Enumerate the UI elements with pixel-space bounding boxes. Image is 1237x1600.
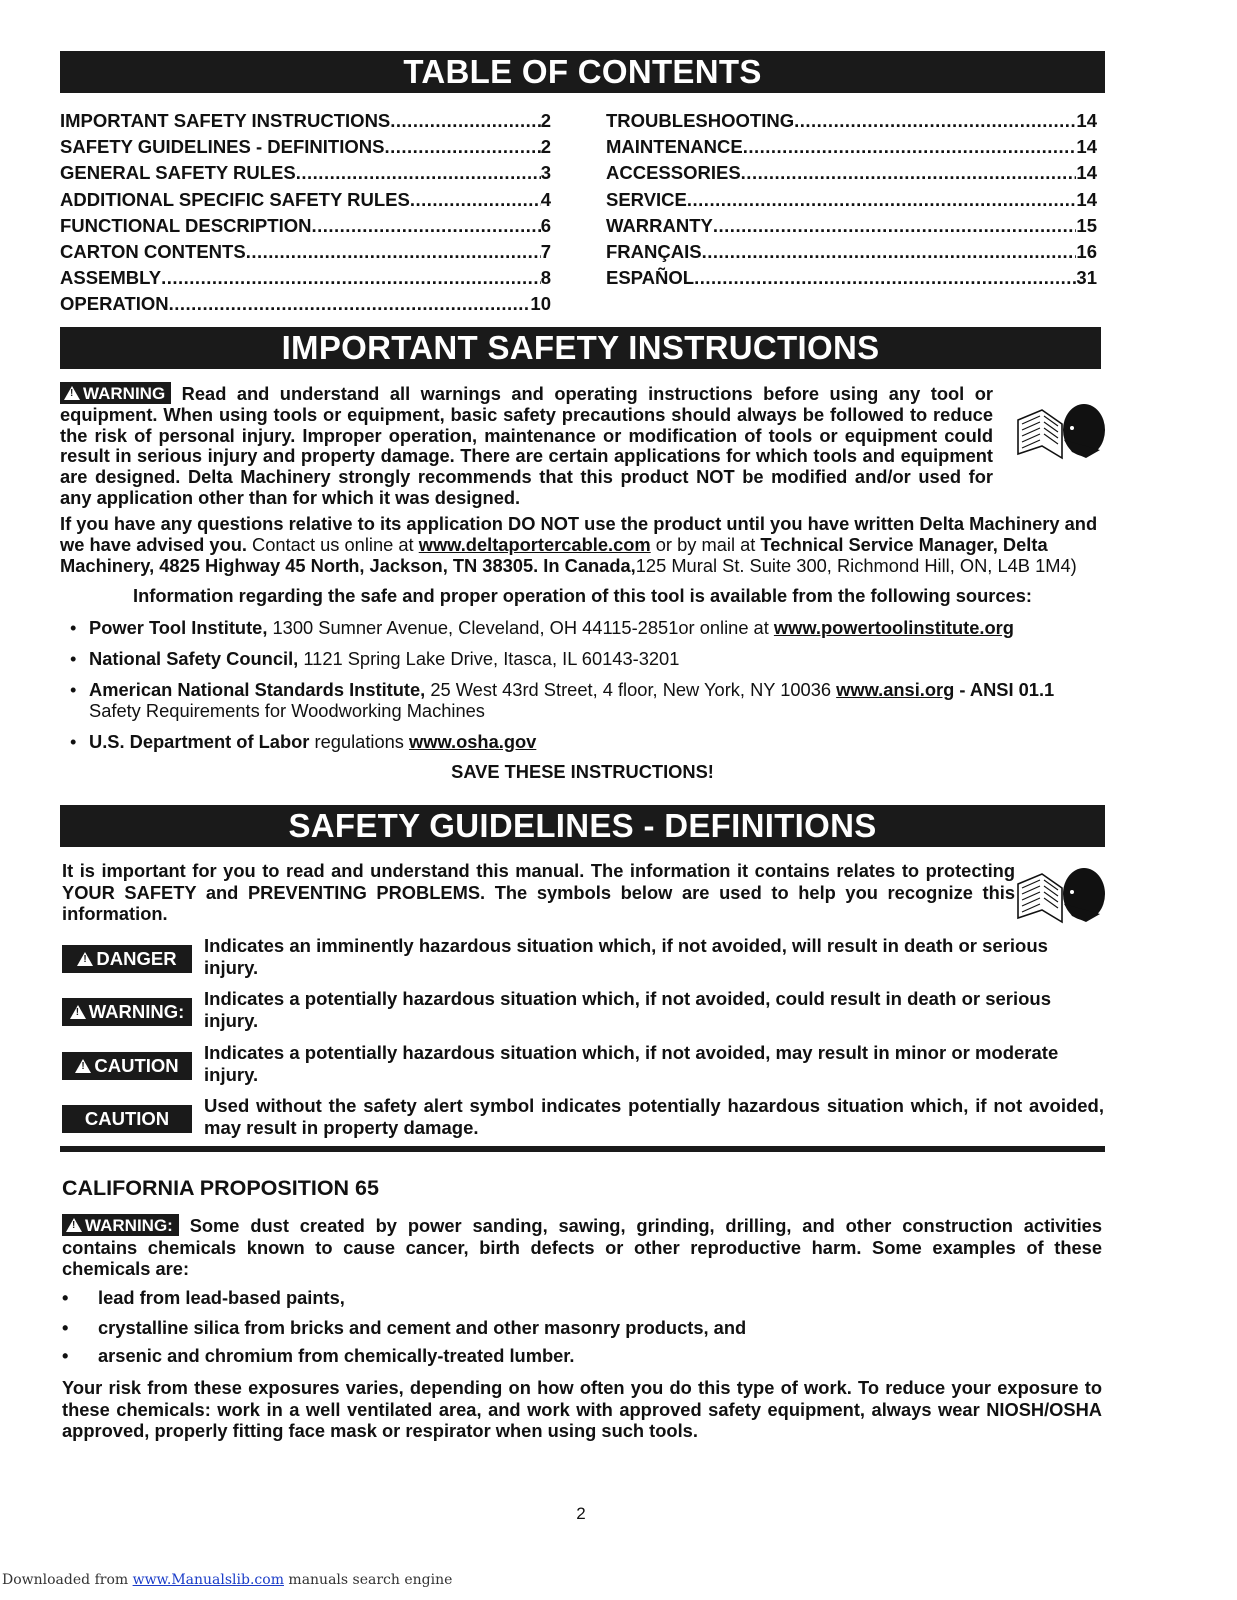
- contact-link[interactable]: www.deltaportercable.com: [418, 533, 651, 555]
- toc-entry[interactable]: FRANÇAIS ..... 16: [606, 239, 1097, 265]
- alert-triangle-icon: [66, 1218, 82, 1232]
- toc-entry[interactable]: OPERATION ..... 10: [60, 291, 551, 317]
- alert-triangle-icon: [75, 1059, 91, 1073]
- definition-caution-no-symbol: CAUTION Used without the safety alert symbol indicates potentially hazardous situation which, if not avoided, may result in property damage.: [60, 1095, 1105, 1143]
- manualslib-link[interactable]: www.Manualslib.com: [132, 1572, 284, 1588]
- warning-badge: !WARNING: [60, 382, 171, 404]
- sgd-intro: It is important for you to read and understand this manual. The information it contains relates to protecting YOUR SAFETY and PREVENTING PROBLEMS. The symbols below are used to help you recognize this information.: [62, 860, 1015, 924]
- warning-badge: !WARNING:: [62, 1214, 179, 1236]
- isi-warning-paragraph: [60, 382, 993, 509]
- alert-triangle-icon: [70, 1005, 86, 1019]
- toc-entry[interactable]: ESPAÑOL ..... 31: [606, 265, 1097, 291]
- isi-contact-paragraph: If you have any questions relative to its application DO NOT use the product until you have written Delta Machinery and we have advised you. Contact us online at www.deltaportercable.com or by mail at Technical Service Manager, Delta Machinery, 4825 Highway 45 North, Jackson, TN 38305. In Canada,125 Mural St. Suite 300, Richmond Hill, ON, L4B 1M4): [60, 513, 1098, 576]
- toc-entry[interactable]: WARRANTY ..... 15: [606, 213, 1097, 239]
- definition-caution: !CAUTION Indicates a potentially hazardous situation which, if not avoided, may result in minor or moderate injury.: [60, 1042, 1105, 1090]
- toc-title: TABLE OF CONTENTS: [403, 53, 762, 90]
- download-footer: Downloaded from www.Manualslib.com manuals search engine: [2, 1572, 453, 1588]
- alert-triangle-icon: [77, 952, 93, 966]
- caution-plain-label: CAUTION: [62, 1105, 192, 1133]
- source-link[interactable]: www.ansi.org: [836, 679, 955, 700]
- source-link[interactable]: www.powertoolinstitute.org: [773, 617, 1014, 638]
- sgd-title: SAFETY GUIDELINES - DEFINITIONS: [288, 807, 877, 844]
- read-manual-icon: [1012, 864, 1112, 928]
- save-instructions: SAVE THESE INSTRUCTIONS!: [451, 761, 714, 782]
- prop65-warning-paragraph: !WARNING: Some dust created by power sanding, sawing, grinding, drilling, and other construction activities contains chemicals known to cause cancer, birth defects or other reproductive harm. Some examples of these chemicals are:: [62, 1214, 1102, 1280]
- toc-entry[interactable]: FUNCTIONAL DESCRIPTION ..... 6: [60, 213, 551, 239]
- definition-danger: !DANGER Indicates an imminently hazardous situation which, if not avoided, will result in death or serious injury.: [60, 935, 1105, 983]
- warning-text: Read and understand all warnings and operating instructions before using any tool or equipment. When using tools or equipment, basic safety precautions should always be followed to reduce the risk of personal injury. Improper operation, maintenance or modification of tools or equipment could result in serious injury and property damage. There are certain applications for which tools and equipment are designed. Delta Machinery strongly recommends that this product NOT be modified and/or used for any application other than for which it was designed.: [60, 383, 993, 508]
- toc-entry[interactable]: ASSEMBLY ..... 8: [60, 265, 551, 291]
- sgd-header: [60, 805, 1105, 847]
- toc-header: [60, 51, 1105, 93]
- prop65-closing: Your risk from these exposures varies, depending on how often you do this type of work. To reduce your exposure to these chemicals: work in a well ventilated area, and work with approved safety equipment, always wear NIOSH/OSHA approved, properly fitting face mask or respirator when using such tools.: [62, 1377, 1102, 1441]
- toc-entry[interactable]: IMPORTANT SAFETY INSTRUCTIONS ..... 2: [60, 108, 551, 134]
- toc-entry[interactable]: GENERAL SAFETY RULES ..... 3: [60, 160, 551, 186]
- toc-entry[interactable]: ACCESSORIES ..... 14: [606, 160, 1097, 186]
- section-divider: [60, 1146, 1105, 1152]
- isi-title: IMPORTANT SAFETY INSTRUCTIONS: [281, 329, 880, 366]
- danger-label: !DANGER: [62, 945, 192, 973]
- caution-label: !CAUTION: [62, 1052, 192, 1080]
- toc-right-column: [606, 108, 1097, 291]
- prop65-title: CALIFORNIA PROPOSITION 65: [62, 1176, 379, 1200]
- toc-entry[interactable]: CARTON CONTENTS ..... 7: [60, 239, 551, 265]
- toc-entry[interactable]: MAINTENANCE ..... 14: [606, 134, 1097, 160]
- toc-entry[interactable]: SAFETY GUIDELINES - DEFINITIONS ..... 2: [60, 134, 551, 160]
- definition-warning: !WARNING: Indicates a potentially hazardous situation which, if not avoided, could result in death or serious injury.: [60, 988, 1105, 1036]
- page-number: 2: [576, 1504, 586, 1523]
- warning-label: !WARNING:: [62, 998, 192, 1026]
- sources-heading: Information regarding the safe and proper operation of this tool is available from the following sources:: [133, 585, 1032, 606]
- alert-triangle-icon: [64, 386, 80, 400]
- source-link[interactable]: www.osha.gov: [409, 731, 537, 752]
- toc-entry[interactable]: ADDITIONAL SPECIFIC SAFETY RULES ..... 4: [60, 187, 551, 213]
- isi-header: [60, 327, 1101, 369]
- toc-left-column: [60, 108, 551, 318]
- read-manual-icon: [1012, 400, 1112, 464]
- toc-entry[interactable]: SERVICE ..... 14: [606, 187, 1097, 213]
- toc-entry[interactable]: TROUBLESHOOTING ..... 14: [606, 108, 1097, 134]
